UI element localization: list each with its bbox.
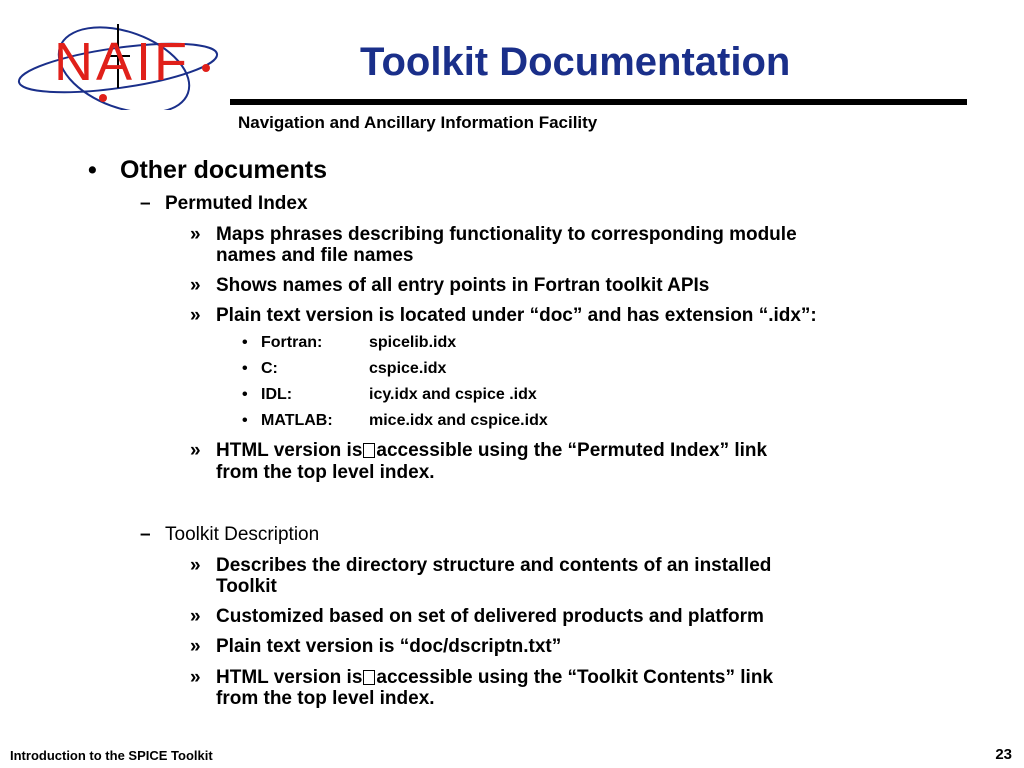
chevron-marker: » [190,606,201,627]
html-version-text: HTML version is [216,440,363,461]
file-lang: IDL: [261,386,293,403]
list-item [216,667,773,689]
html-version-link-text: accessible using the “Toolkit Contents” link [376,667,774,688]
list-item: Describes the directory structure and contents of an installed [216,555,772,576]
chevron-marker: » [190,224,201,245]
chevron-marker: » [190,440,201,461]
chevron-marker: » [190,275,201,296]
svg-text:F: F [154,32,187,92]
dash-marker: – [140,524,151,545]
file-name: mice.idx and cspice.idx [369,412,548,429]
html-version-text: HTML version is [216,667,363,688]
list-item-continuation: names and file names [216,245,414,266]
file-lang: MATLAB: [261,412,333,429]
list-item [216,440,767,462]
section-toolkit-description: Toolkit Description [165,524,320,545]
bullet-marker: • [88,156,97,184]
chevron-marker: » [190,636,201,657]
file-lang: C: [261,360,278,377]
html-version-link-text: accessible using the “Permuted Index” link [376,440,768,461]
file-row [261,360,446,378]
svg-text:I: I [136,32,152,92]
dash-marker: – [140,193,151,214]
list-item-continuation: Toolkit [216,576,277,597]
heading-other-documents: Other documents [120,156,327,184]
list-item: Plain text version is “doc/dscriptn.txt” [216,636,562,657]
file-row [261,412,548,430]
list-item-continuation: from the top level index. [216,462,435,483]
list-item-continuation: from the top level index. [216,688,435,709]
bullet-marker: • [242,386,248,403]
footer-presentation-title: Introduction to the SPICE Toolkit [10,748,213,763]
file-name: spicelib.idx [369,334,457,351]
file-lang: Fortran: [261,334,323,351]
file-row [261,334,456,352]
svg-text:A: A [96,32,133,92]
chevron-marker: » [190,555,201,576]
file-name: icy.idx and cspice .idx [369,386,537,403]
section-permuted-index: Permuted Index [165,193,308,214]
missing-glyph-box-icon [363,670,375,685]
list-item: Shows names of all entry points in Fortran toolkit APIs [216,275,710,296]
list-item: Customized based on set of delivered products and platform [216,606,764,627]
file-row [261,386,537,404]
svg-text:N: N [54,32,93,92]
file-name: cspice.idx [369,360,447,377]
bullet-marker: • [242,412,248,429]
bullet-marker: • [242,360,248,377]
list-item: Maps phrases describing functionality to corresponding module [216,224,797,245]
chevron-marker: » [190,305,201,326]
slide-subtitle: Navigation and Ancillary Information Facility [238,113,598,132]
chevron-marker: » [190,667,201,688]
page-number: 23 [995,746,1012,763]
slide-title: Toolkit Documentation [360,40,791,84]
missing-glyph-box-icon [363,443,375,458]
list-item: Plain text version is located under “doc” and has extension “.idx”: [216,305,817,326]
bullet-marker: • [242,334,248,351]
